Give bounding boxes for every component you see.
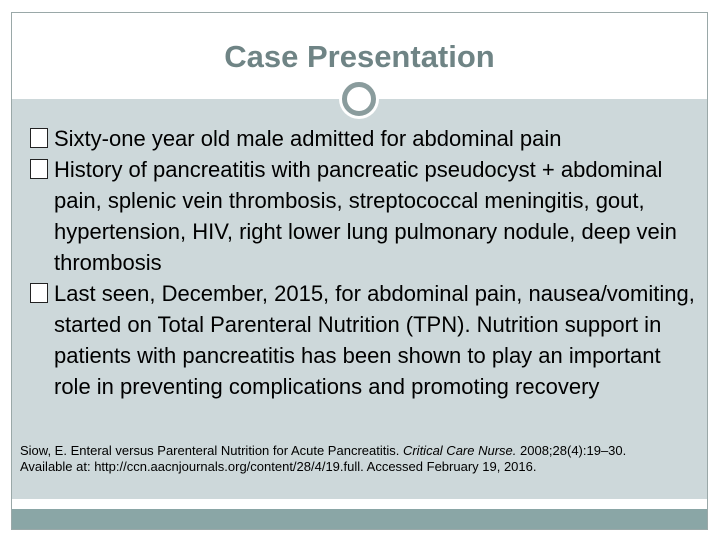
reference-citation [20, 443, 660, 475]
footer-bar [12, 509, 707, 529]
bullet-item [20, 154, 700, 278]
bullet-text: Last seen, December, 2015, for abdominal pain, nausea/vomiting, started on Total Parenteral Nutrition (TPN). Nutrition support in patients with pancreatitis has been shown to play an important role in preventing complications and promoting recovery [54, 281, 695, 399]
slide-title: Case Presentation [224, 39, 495, 74]
bullet-item [20, 278, 700, 402]
reference-journal: Critical Care Nurse. [402, 443, 517, 458]
slide [11, 12, 708, 530]
reference-prefix: Siow, E. Enteral versus Parenteral Nutrition for Acute Pancreatitis. [20, 443, 403, 458]
circle-ornament-icon [342, 82, 376, 116]
bullet-list [20, 123, 700, 402]
bullet-box-icon [30, 283, 48, 303]
bullet-item [20, 123, 700, 154]
bullet-text: History of pancreatitis with pancreatic pseudocyst + abdominal pain, splenic vein thrombosis, streptococcal meningitis, gout, hypertension, HIV, right lower lung pulmonary nodule, deep vein thrombosis [54, 157, 677, 275]
reference-suffix: 2008;28(4):19–30. Available at: http://ccn.aacnjournals.org/content/28/4/19.full. Accessed February 19, 2016. [20, 443, 627, 474]
bullet-text: Sixty-one year old male admitted for abdominal pain [54, 126, 562, 151]
content-area [12, 99, 707, 499]
bullet-box-icon [30, 159, 48, 179]
bullet-box-icon [30, 128, 48, 148]
